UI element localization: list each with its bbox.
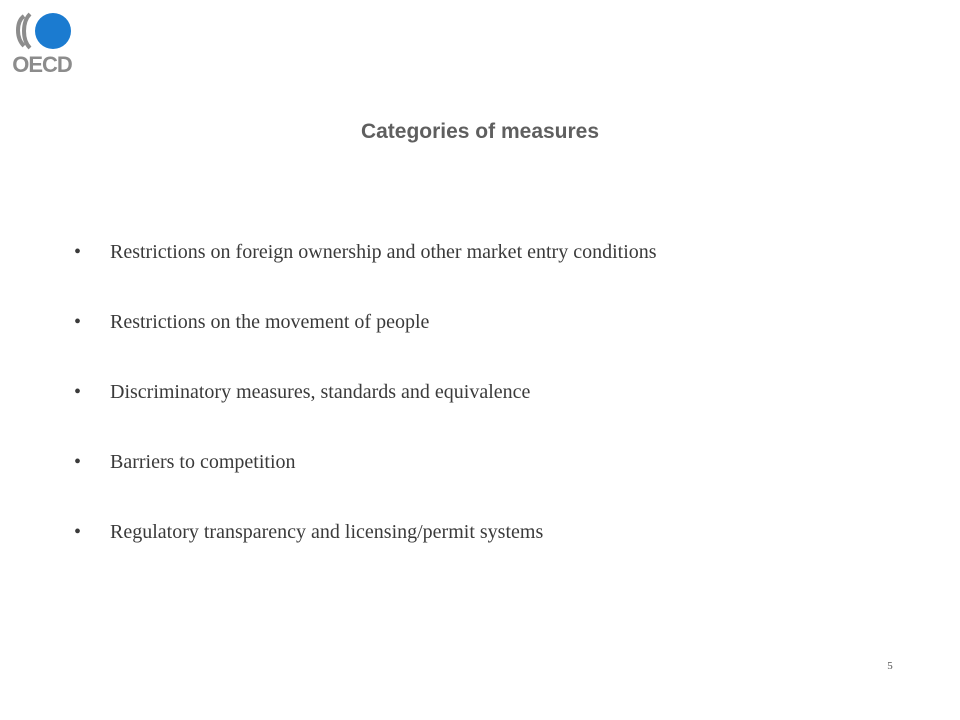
bullet-icon: • — [74, 311, 82, 333]
oecd-logo — [8, 10, 76, 76]
bullet-text: Barriers to competition — [110, 451, 296, 473]
oecd-emblem-icon — [8, 10, 76, 54]
bullet-icon: • — [74, 241, 82, 263]
bullet-list — [74, 236, 934, 586]
bullet-text: Regulatory transparency and licensing/permit systems — [110, 521, 544, 543]
page-number: 5 — [887, 660, 893, 672]
bullet-item — [74, 516, 934, 586]
bullet-item — [74, 376, 934, 446]
bullet-text: Discriminatory measures, standards and equivalence — [110, 381, 531, 403]
bullet-icon: • — [74, 521, 82, 543]
bullet-text: Restrictions on the movement of people — [110, 311, 430, 333]
bullet-item — [74, 306, 934, 376]
bullet-item — [74, 236, 934, 306]
bullet-icon: • — [74, 381, 82, 403]
slide-title: Categories of measures — [360, 120, 600, 143]
oecd-wordmark: OECD — [12, 52, 72, 77]
bullet-text: Restrictions on foreign ownership and other market entry conditions — [110, 241, 657, 263]
bullet-icon: • — [74, 451, 82, 473]
bullet-item — [74, 446, 934, 516]
